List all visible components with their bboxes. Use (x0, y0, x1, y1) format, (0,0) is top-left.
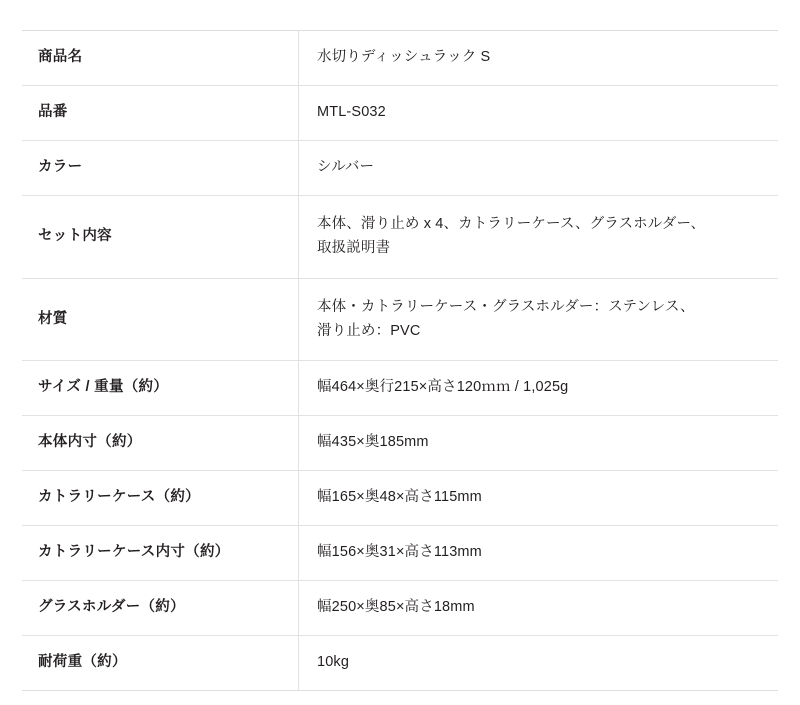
table-row (22, 361, 778, 416)
spec-value (299, 140, 779, 195)
spec-value-line: MTL-S032 (317, 103, 386, 120)
table-row (22, 85, 778, 140)
spec-value (299, 31, 779, 86)
table-row (22, 416, 778, 471)
spec-value-line: 本体、滑り止め x 4、カトラリーケース、グラスホルダー、 (317, 215, 706, 232)
spec-value-line: シルバー (317, 158, 375, 175)
spec-label: サイズ / 重量（約） (38, 379, 169, 396)
spec-label: グラスホルダー（約） (38, 599, 185, 616)
spec-value-line: 滑り止め：PVC (317, 322, 421, 339)
spec-label: 本体内寸（約） (38, 434, 142, 451)
spec-value (299, 278, 779, 361)
table-row (22, 471, 778, 526)
spec-label: カラー (38, 158, 83, 175)
table-row (22, 195, 778, 278)
spec-value (299, 636, 779, 691)
spec-label: カトラリーケース内寸（約） (38, 544, 230, 561)
spec-label: カトラリーケース（約） (38, 489, 200, 506)
spec-value-line: 取扱説明書 (317, 239, 391, 256)
spec-value (299, 526, 779, 581)
spec-value (299, 471, 779, 526)
spec-value (299, 416, 779, 471)
spec-value-line: 幅165×奥48×高さ115mm (317, 489, 482, 506)
spec-value-line: 10kg (317, 654, 350, 671)
table-row (22, 278, 778, 361)
table-row (22, 140, 778, 195)
spec-value-line: 水切りディッシュラック S (317, 49, 491, 65)
spec-value (299, 361, 779, 416)
table-row (22, 581, 778, 636)
table-row (22, 636, 778, 691)
spec-value-line: 幅156×奥31×高さ113mm (317, 544, 482, 561)
table-row (22, 31, 778, 86)
spec-label: 商品名 (38, 49, 83, 65)
spec-value (299, 581, 779, 636)
spec-label: 品番 (38, 103, 68, 120)
spec-value-line: 本体・カトラリーケース・グラスホルダー：ステンレス、 (317, 298, 695, 315)
spec-label: 材質 (38, 310, 68, 327)
spec-value-line: 幅435×奥185mm (317, 434, 429, 451)
spec-value-line: 幅250×奥85×高さ18mm (317, 599, 475, 616)
spec-label: セット内容 (38, 227, 112, 244)
spec-value (299, 85, 779, 140)
spec-value-line: 幅464×奥行215×高さ120ｍｍ / 1,025g (317, 379, 569, 396)
table-row (22, 526, 778, 581)
spec-value (299, 195, 779, 278)
spec-label: 耐荷重（約） (38, 654, 127, 671)
product-specification-table (22, 30, 778, 691)
